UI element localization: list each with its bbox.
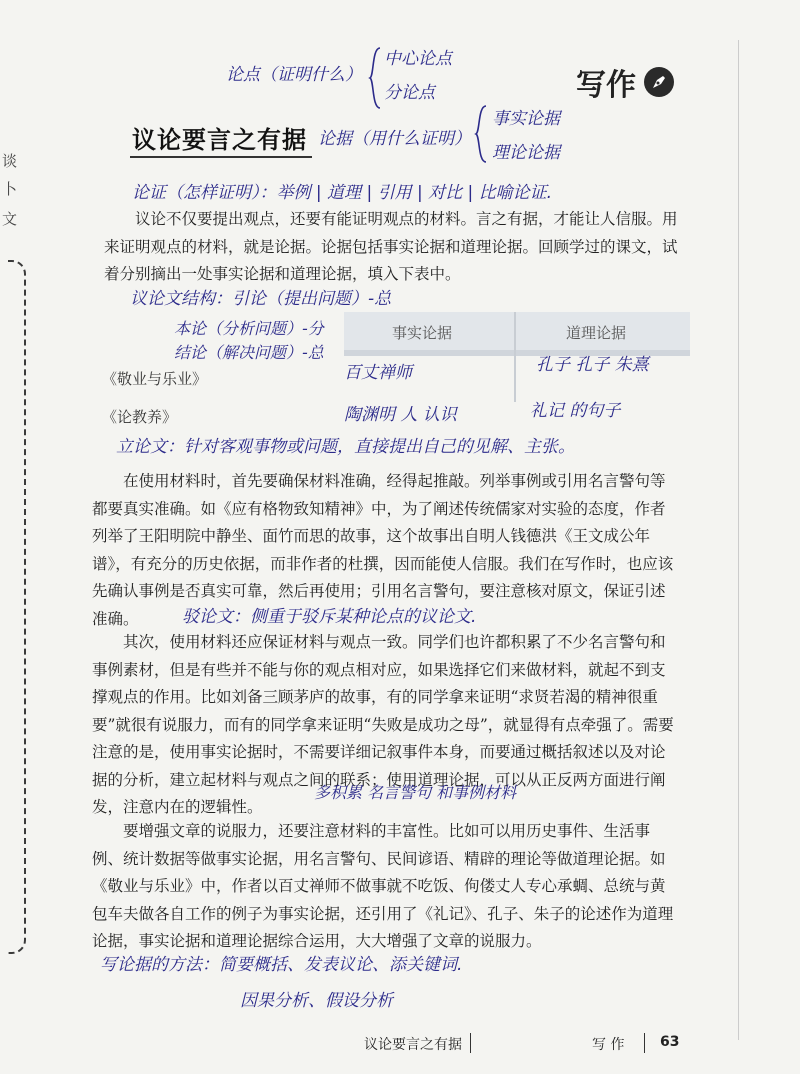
body-paragraph: 其次，使用材料还应保证材料与观点一致。同学们也许都积累了不少名言警句和事例素材，但是有些并不能与你的观点相对应，如果选择它们来做材料，就起不到支撑观点的作用。比如刘备三顾茅庐的故事，有的同学拿来证明“求贤若渴的精神很重要”就很有说服力，而有的同学拿来证明“失败是成功之母”，就显得有点牵强了。需要注意的是，使用事实论据时，不需要详细记叙事件本身，而要通过概括叙述以及对论据的分析，建立起材料与观点之间的联系；使用道理论据，可以从正反两方面进行阐发，注意内在的逻辑性。 xyxy=(92,633,674,816)
table-row-label: 《论教养》 xyxy=(102,408,178,426)
binding-dashed-border xyxy=(8,260,26,954)
handwritten-note: 多积累 名言警句 和事例材料 xyxy=(314,783,517,802)
brace-mark xyxy=(368,46,382,110)
handwritten-note: 论点（证明什么） xyxy=(226,65,362,85)
handwritten-note: 写论据的方法：简要概括、发表议论、添关键词. xyxy=(100,955,463,975)
handwritten-note: 立论文：针对客观事物或问题，直接提出自己的见解、主张。 xyxy=(116,437,575,457)
title-underline xyxy=(130,156,312,158)
handwritten-note: 理论论据 xyxy=(492,143,560,163)
page-edge-line xyxy=(738,40,739,1040)
body-paragraph: 在使用材料时，首先要确保材料准确，经得起推敲。列举事例或引用名言警句等都要真实准确。如《应有格物致知精神》中，为了阐述传统儒家对实验的态度，作者列举了王阳明院中静坐、面竹而思的故事，这个故事出自明人钱德洪《王文成公年谱》，有充分的历史依据，而非作者的杜撰，因而能使人信服。我们在写作时，也应该先确认事例是否真实可靠，然后再使用；引用名言警句，要注意核对原文，保证引述准确。 xyxy=(92,472,674,628)
handwritten-table-entry: 孔子 孔子 朱熹 xyxy=(536,355,649,375)
table-column-divider xyxy=(514,312,516,402)
handwritten-table-entry: 礼记 的句子 xyxy=(530,401,621,421)
handwritten-note: 分论点 xyxy=(384,83,435,103)
body-paragraph: 要增强文章的说服力，还要注意材料的丰富性。比如可以用历史事件、生活事例、统计数据等做事实论据，用名言警句、民间谚语、精辟的理论等做道理论据。如《敬业与乐业》中，作者以百丈禅师不做事就不吃饭、佝偻丈人专心承蜩、总统与黄包车夫做各自工作的例子为事实论据，还引用了《礼记》、孔子、朱子的论述作为道理论据，事实论据和道理论据综合运用，大大增强了文章的说服力。 xyxy=(92,822,674,950)
binding-margin xyxy=(0,60,28,900)
intro-paragraph: 议论不仅要提出观点，还要有能证明观点的材料。言之有据，才能让人信服。用来证明观点的材料，就是论据。论据包括事实论据和道理论据。回顾学过的课文，试着分别摘出一处事实论据和道理论据，填入下表中。 xyxy=(104,210,678,283)
handwritten-note: 论据（用什么证明） xyxy=(318,129,471,149)
section-label: 写作 xyxy=(576,68,636,103)
handwritten-note: 论证（怎样证明）：举例 | 道理 | 引用 | 对比 | 比喻论证. xyxy=(132,183,553,203)
section-header xyxy=(576,60,674,104)
footer-divider xyxy=(644,1033,645,1053)
handwritten-note: 事实论据 xyxy=(492,109,560,129)
footer-chapter: 议论要言之有据 xyxy=(364,1037,462,1053)
page-number: 63 xyxy=(660,1034,680,1050)
handwritten-table-entry: 陶渊明 人 认识 xyxy=(344,405,457,425)
footer-section: 写 作 xyxy=(592,1037,625,1053)
page-title: 议论要言之有据 xyxy=(132,126,307,154)
handwritten-note: 驳论文：侧重于驳斥某种论点的议论文. xyxy=(182,607,477,627)
table-header-reason: 道理论据 xyxy=(566,324,627,342)
handwritten-note: 因果分析、假设分析 xyxy=(240,991,393,1011)
binding-mark: 文 xyxy=(2,210,18,228)
footer-divider xyxy=(470,1033,471,1053)
binding-mark: 卜 xyxy=(2,180,18,198)
handwritten-note: 结论（解决问题）-总 xyxy=(174,343,324,362)
binding-mark: 谈 xyxy=(2,152,18,170)
brace-mark xyxy=(474,104,488,164)
handwritten-note: 议论文结构：引论（提出问题）-总 xyxy=(130,289,392,309)
handwritten-note: 本论（分析问题）-分 xyxy=(174,319,324,338)
table-header-fact: 事实论据 xyxy=(392,324,453,342)
pen-nib-icon xyxy=(644,67,674,97)
handwritten-table-entry: 百丈禅师 xyxy=(344,363,412,383)
handwritten-note: 中心论点 xyxy=(384,49,452,69)
table-row-label: 《敬业与乐业》 xyxy=(102,370,208,388)
